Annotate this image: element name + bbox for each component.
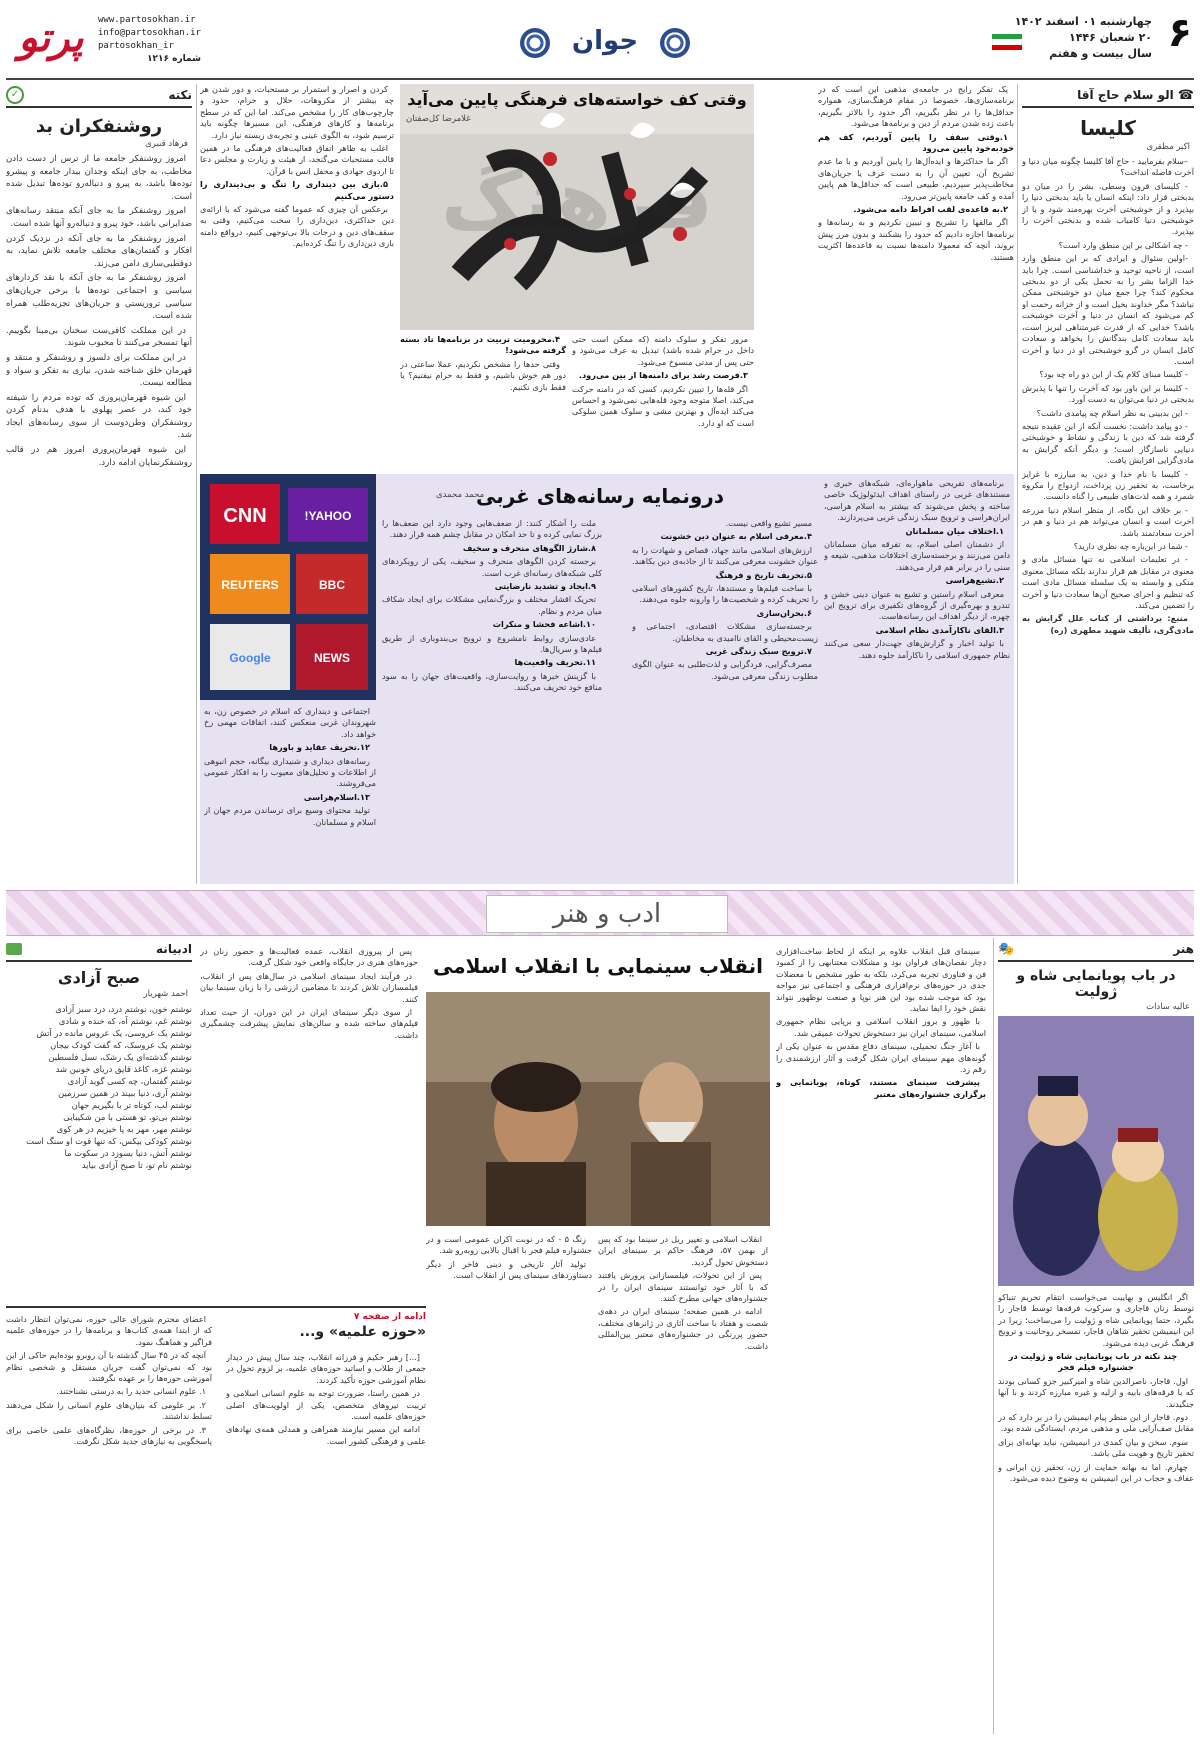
poem-line: نوشتم گفتمان، چه کسی گوید آزادی	[67, 1076, 192, 1086]
article-author: عالیه سادات	[1146, 1002, 1190, 1012]
contact-block	[98, 14, 201, 66]
paragraph: در فرآیند ایجاد سینمای اسلامی در سال‌های پس از انقلاب، فیلمسازان تلاش کردند تا مضامین ارزشی را با زبان سینما بیان کنند.	[200, 970, 418, 1004]
poem-line: نوشتم غم، نوشتم آه، که خنده و شادی	[58, 1016, 192, 1026]
svg-text:Google: Google	[229, 651, 271, 665]
article-body	[1022, 156, 1194, 916]
theater-masks-icon: 🎭	[998, 941, 1015, 957]
paragraph: یک تفکر رایج در جامعه‌ی مذهبی این است که در برنامه‌سازی‌ها، خصوصا در مقام فرهنگ‌سازی، همواره حداقل‌ها را در نظر بگیریم، اگر حدود را بالاتر بگیریم، باعث زده شدن مردم از دین و برنامه‌ها می‌شود.	[818, 84, 1014, 129]
paragraph: - کلیسا با نام خدا و دین، به مبارزه با غرایز برخاست، به تحقیر زن پرداخت، ازدواج را مکروه شمرد و همه لذت‌های طبیعی را گناه دانست.	[1022, 468, 1194, 502]
paragraph: با گزینش خبرها و روایت‌سازی، واقعیت‌های جهان را به سود منافع خود تحریف می‌کنند.	[382, 670, 602, 693]
subheading: ۱۰.اشاعه فحشا و منکرات	[492, 619, 596, 630]
subheading: ۵.بازی بین دینداری را تنگ و بی‌دینداری را دستور می‌کنیم	[200, 179, 394, 201]
subheading: پیشرفت سینمای مستند، کوتاه، پویانمایی و برگزاری جشنواره‌های معتبر	[776, 1077, 986, 1099]
paragraph: -اولین سئوال و ایرادی که بر این منطق وارد است، از ناحیه توحید و خداشناسی است. چرا باید خدا الزاما بشر را به تحمل یکی از دو بدبختی محکوم کند؟ چرا جمع میان دو خوشبختی ممکن نباشد؟ مگر خداوند بخیل است و از خزانه رحمت او کم می‌شود که انسان در دنیا و آخرت خوشبخت باشد؟ خدایی که از قدرت غیرمتناهی لبریز است، باید سعادت کامل بندگانش را بخواهد و سعادت کامل انسان در گرو خوشبختی او در دنیا و آخرت است.	[1022, 253, 1194, 366]
paragraph: امروز روشنفکر ما به جای آنکه منتقد رسانه‌های ضدایرانی باشد، خود پیرو و دنباله‌رو آنها شده است.	[6, 206, 192, 229]
mid-col-1	[824, 478, 1010, 878]
paragraph: مرور تفکر و سلوک دامنه (که ممکن است حتی داخل در حرام شده باشد) تبدیل به عرف می‌شود و حتی پس از مدتی منسوخ می‌شود.	[572, 334, 754, 367]
paragraph: آنچه که در ۴۵ سال گذشته با آن روبرو بوده‌ایم حاکی از این بود که نمی‌توان گفت جریان مستقل و شخصی نظام آموزشی حوزه‌ها را بر عهده نگرفتند.	[6, 1350, 212, 1384]
cinema-col-1	[776, 946, 986, 1732]
paragraph: - این بدبینی به نظر اسلام چه پیامدی داشت؟	[1036, 407, 1188, 418]
feature-title: انقلاب سینمایی با انقلاب اسلامی	[433, 954, 763, 978]
article-author: فرهاد قنبری	[145, 139, 188, 149]
svg-text:CNN: CNN	[223, 505, 267, 527]
poem-author: احمد شهریار	[143, 989, 188, 999]
subheading: ۳.القای ناکارآمدی نظام اسلامی	[875, 624, 1004, 635]
paragraph: این شیوه قهرمان‌پروری که توده مردم را شیفته خود کند، در عصر پهلوی با هدف بدنام کردن روشنفکران وطن‌دوست از سوی رسانه‌های ایجاد شد.	[6, 392, 192, 441]
subheading: ۴.محرومیت تربیت در برنامه‌ها تاد بسته گرفته می‌شود!	[400, 334, 566, 356]
poem-line: نوشتم نام تو، تا صبح آزادی بیاید	[81, 1160, 192, 1170]
news-screens-image	[200, 474, 376, 700]
paragraph: تولید محتوای وسیع برای ترساندن مردم جهان از اسلام و مسلمانان.	[204, 805, 376, 827]
feature-mid	[200, 474, 1014, 884]
tag-label: الو سلام حاج آقا	[1077, 88, 1174, 102]
paragraph: اول. قاجار، ناصرالدین شاه و امیرکبیر جزو کسانی بودند که با فرقه‌های بابیه و ازلیه و غیره مبارزه کردند و با آنها جنگیدند.	[998, 1375, 1194, 1409]
paragraph: تولید آثار تاریخی و دینی فاخر از دیگر دستاوردهای سینمای پس از انقلاب است.	[426, 1258, 592, 1281]
paragraph: - چه اشکالی بر این منطق وارد است؟	[1058, 239, 1188, 250]
paragraph: وقتی حدها را مشخص نکردیم، عملا ساعتی در دور هم خوش باشیم، و فقط به حرام نیفتیم؟ یا فقط بازی نکنیم.	[400, 358, 566, 392]
ornament-icon-right	[660, 28, 690, 58]
paragraph: با ظهور و بروز انقلاب اسلامی و برپایی نظام جمهوری اسلامی، سینمای ایران نیز دستخوش تحولات عمیقی شد.	[776, 1016, 986, 1038]
screens-svg	[200, 474, 376, 700]
subheading: ۲.به قاعده‌ی لقب افراط دامه می‌شود.	[853, 204, 1008, 215]
band-title-box	[486, 895, 728, 933]
poem-line: نوشتم آری، دنیا ببیند در همین سرزمین	[58, 1088, 192, 1098]
poem-line: نوشتم لب، کوتاه تر با بگیریم جهان	[71, 1100, 192, 1110]
paragraph: از سوی دیگر سینمای ایران در این دوران، از حیث تعداد فیلم‌های ساخته شده و سالن‌های نمایش پیشرفت چشمگیری داشت.	[200, 1007, 418, 1040]
paragraph: - کلیسا مبنای کلام یک از این دو راه چه بود؟	[1039, 369, 1188, 380]
paragraph: از دشمنان اصلی اسلام، به تفرقه میان مسلمانان دامن می‌زنند و برجسته‌سازی اختلافات مذهبی، شیعه و سنی را در برابر هم قرار می‌دهند.	[824, 539, 1010, 572]
paragraph: امروز روشنفکر جامعه ما از ترس از دست دادن مخاطب، به جای اینکه وجدان بیدار جامعه و پیشرو توده‌ها باشد، به پیرو و دنباله‌رو توده‌ها تبدیل شده است.	[6, 154, 192, 202]
source-line: منبع: برداشتی از کتاب علل گرایش به مادی‌گری، تألیف شهید مطهری (ره)	[1022, 613, 1194, 635]
cont-title: «حوزه علمیه» و...	[299, 1324, 426, 1340]
header-rule	[6, 78, 1194, 80]
col-honar	[998, 938, 1194, 1734]
subheading: ۴.معرفی اسلام به عنوان دین خشونت	[660, 531, 812, 542]
cont-col-mid	[226, 1352, 426, 1732]
paragraph: برعکس آن چیزی که عموما گفته می‌شود که با ارائه‌ی دین حداکثری، دین‌داری را سخت می‌کنیم، وقتی به سقف‌های دین و درجات بالا بی‌توجهی کنیم، درواقع دامنه بازی دین‌داری را تنگ کرده‌ایم.	[200, 204, 394, 249]
tag-bar	[6, 84, 192, 108]
divider	[993, 938, 994, 1734]
paragraph: امروز روشنفکر ما به جای آنکه با نقد کردارهای سیاسی و اجتماعی توده‌ها با برخی جریان‌های سیاسی تروریستی و جریان‌های تجزیه‌طلب همراه شده است.	[6, 273, 192, 322]
poem-line: نوشتم آتش، دنیا بسوزد در سکوت ما	[64, 1148, 192, 1158]
subheading: ۹.ایجاد و تشدید نارضایتی	[494, 581, 596, 592]
cinema-col-2	[598, 1234, 768, 1730]
paragraph: اگر ما حداکثرها و ایده‌آل‌ها را پایین آوردیم و با ما عدم تشریح آن، تعیین آن را به دست عرف یا جریان‌های مخاطب‌پذیر سپردیم، طبیعی است که حداقل‌ها هم پایین آمده و کف جامعه پایین‌تر می‌رود.	[818, 156, 1014, 201]
paragraph: در این مملکت کافی‌ست سخنان بی‌مبنا بگوییم. آنها تمسخر می‌کنند تا محبوب شوند.	[6, 325, 192, 349]
paragraph: مسیر تشیع واقعی نیست.	[725, 518, 812, 528]
paragraph: انقلاب اسلامی و تغییر ریل در سینما بود که پس از بهمن ۵۷، فرهنگ حاکم بر سینمای ایران دستخوش تحول گردید.	[598, 1234, 768, 1267]
paragraph: امروز روشنفکر ما به جای آنکه در نزدیک کردن افکار و گفتمان‌های مختلف جامعه تلاش نماید، به دوقطبی‌سازی دامن می‌زند.	[6, 233, 192, 269]
poem-body	[6, 1003, 192, 1171]
svg-text:REUTERS: REUTERS	[221, 578, 279, 592]
paragraph: اعضای محترم شورای عالی حوزه، نمی‌توان انتظار داشت که از ابتدا همه‌ی کتاب‌ها و برنامه‌ها را در حوزه‌های علمیه فراگیر و هماهنگ نمود.	[6, 1314, 212, 1347]
paragraph: برجسته‌سازی مشکلات اقتصادی، اجتماعی و زیست‌محیطی و القای ناامیدی به مخاطبان.	[632, 621, 818, 643]
book-icon	[6, 943, 22, 955]
date-line-3: سال بیست و هفتم	[1049, 47, 1152, 60]
paragraph: ۱. علوم انسانی جدید را به درستی نشناختند.	[56, 1386, 206, 1397]
subheading: ۱.اختلاف میان مسلمانان	[905, 525, 1004, 536]
paragraph: [...] رهبر حکیم و فرزانه انقلاب، چند سال پیش در دیدار جمعی از طلاب و اساتید حوزه‌های علمیه، بر لزوم تحول در نظام آموزشی حوزه تأکید کردند.	[226, 1352, 426, 1385]
tag-bar	[998, 938, 1194, 962]
tag-bar	[1022, 84, 1194, 108]
poem-line: نوشتم خون، نوشتم درد، درد سبز آزادی	[55, 1004, 192, 1014]
subheading: ۵.تحریف تاریخ و فرهنگ	[715, 569, 812, 580]
paragraph: تحریک اقشار مختلف و بزرگ‌نمایی مشکلات برای ایجاد شکاف میان مردم و نظام.	[382, 594, 602, 616]
poem-line: نوشتم کودکی بیکس، که تنها قوت او سنگ است	[26, 1136, 192, 1146]
subheading: ۷.ترویج سبک زندگی غربی	[705, 646, 812, 657]
subheading: چند نکته در باب پویانمایی شاه و ژولیت در جشنواره فیلم فجر	[1008, 1351, 1178, 1373]
paragraph: اجتماعی و دینداری که اسلام در خصوص زن، به شهروندان غربی منعکس کنند، اتفاقات مهمی رخ خواهد داد.	[204, 706, 376, 739]
svg-text:NEWS: NEWS	[314, 651, 350, 665]
poem-line: نوشتم گذشته‌ای یک رشک، نسل فلسطین	[48, 1052, 192, 1062]
paragraph: پس از این تحولات، فیلمسازانی پرورش یافتند که با آثار خود توانستند سینمای ایران را در جشنواره‌های جهانی مطرح کنند.	[598, 1270, 768, 1304]
feature-title: درونمایه رسانه‌های غربی	[475, 484, 725, 508]
article-author: اکبر مظفری	[1146, 142, 1190, 152]
svg-text:YAHOO!: YAHOO!	[304, 509, 352, 523]
subheading: ۶.بحران‌سازی	[756, 607, 812, 618]
feature-top	[200, 84, 1014, 470]
paragraph: - شما در این‌باره چه نظری دارید؟	[1073, 541, 1188, 551]
paragraph: عادی‌سازی روابط نامشروع و ترویج بی‌بندوباری از طریق فیلم‌ها و سریال‌ها.	[382, 632, 602, 655]
paragraph: سینمای قبل انقلاب علاوه بر اینکه از لحاظ ساخت‌افزاری دچار نقصان‌های فراوان بود و مشکلات معتنابهی را از کمبود فن و فناوری تجربه می‌کرد، بلکه به طور مشخص با معضلات جدی در حوزه‌های نرم‌افزاری فرهنگی و اجتماعی نیز مواجه بود که موجب شده بود این هنر نوپا و صنعت نوظهور نتواند نقش خود را ایفا نماید.	[776, 946, 986, 1014]
paragraph: در این مملکت برای دلسوز و روشنفکر و منتقد و قهرمان خلق شناخته شدن، نیازی به تفکر و سواد و مطالعه نیست.	[6, 352, 192, 389]
paragraph: با ساخت فیلم‌ها و مستندها، تاریخ کشورهای اسلامی را تحریف کرده و شخصیت‌ها را وارونه جلوه می‌دهند.	[632, 583, 818, 605]
divider	[196, 84, 197, 884]
paragraph: معرفی اسلام راستین و تشیع به عنوان دینی خشن و تندرو و بهره‌گیری از گروه‌های تکفیری برای ترویج این چهره، از دیگر اهداف این رسانه‌هاست.	[824, 588, 1010, 622]
paragraph: دوم. قاجار از این منظر پیام انیمیشن را در بر دارد که در مقابل صف‌آرایی ملی و مذهبی مردم، ایستادگی شده بود.	[998, 1412, 1194, 1434]
paragraph: رسانه‌های دیداری و شنیداری بیگانه، حجم انبوهی از اطلاعات و تحلیل‌های معیوب را به افکار عمومی می‌فروشند.	[204, 755, 376, 789]
feature-author: غلامرضا کل‌صفتان	[406, 114, 471, 124]
date-line-1: چهارشنبه ۰۱ اسفند ۱۴۰۲	[1014, 15, 1152, 28]
page-header	[0, 0, 1200, 88]
paragraph: اغلب به ظاهر اتفاق فعالیت‌های فرهنگی ما در همین قالب مستحبات می‌گنجد، از هیئت و زیارت و مجلس دعا تا اردوی جهادی و محفل انس با قرآن.	[200, 143, 394, 176]
section-title-bar	[520, 22, 690, 66]
article-body	[6, 153, 192, 873]
tag-label: ادبیانه	[156, 942, 192, 956]
date-block	[1015, 14, 1152, 62]
paragraph: ارزش‌های اسلامی مانند جهاد، قصاص و شهادت را به عنوان خشونت معرفی می‌کنند تا از جاذبه‌ی دین بکاهند.	[632, 544, 818, 567]
paragraph: در همین راستا، ضرورت توجه به علوم انسانی اسلامی و تربیت نیروهای متخصص، یکی از اولویت‌های اصلی حوزه‌های علمیه است.	[226, 1388, 426, 1422]
mid-col-3	[382, 518, 602, 878]
paragraph: ادامه در همین صفحه؛ سینمای ایران در دهه‌ی شصت و هفتاد با ساخت آثاری در ژانرهای مختلف، حضور پررنگی در جشنواره‌های معتبر بین‌المللی داشت.	[598, 1306, 768, 1351]
paragraph: اگر مالقها را تشریح و تبیین نکردیم و به رسانه‌ها و برنامه‌ها اجازه دادیم که حدود را بشکنند و بدون مرز پیش بروند، آنچه که معمولا دامنه‌ها نسبت به قاعده‌ها اکثریت هستند.	[818, 217, 1014, 262]
col-left-nokte	[6, 84, 192, 884]
feature-col-1	[818, 84, 1014, 468]
paragraph: - کلیسای قرون وسطی، بشر را در میان دو بدبختی قرار داد: اینکه انسان یا باید بدبختی دنیا را بپذیرد و از خوشبختی آخرت بهره‌مند شود و یا از خوشبختی دنیا کامیاب شده و بدبختی آخرت را بپذیرد.	[1022, 180, 1194, 237]
feature-col-2	[572, 334, 754, 468]
paragraph: با تولید اخبار و گزارش‌های جهت‌دار سعی می‌کنند نظام جمهوری اسلامی را ناکارآمد جلوه دهند.	[824, 638, 1010, 660]
ornament-icon-left	[520, 28, 550, 58]
tag-label: هنر	[1173, 942, 1194, 956]
band-title: ادب و هنر	[552, 899, 662, 929]
site-link[interactable]: www.partosokhan.ir	[98, 15, 196, 25]
paragraph: کردن و اصرار و استمرار بر مستحبات، و دور شدن هر چه بیشتر از مکروهات، حلال و حرام، حدود و چارچوب‌های کار را مشخص می‌کند. اما این که در سطح برنامه‌ها و کارهای فرهنگی، این مسیرها چگونه باید ترسیم شود، به الگوی عینی و تجربه‌ی زیسته نیاز دارد.	[200, 84, 394, 140]
check-icon: ✓	[6, 86, 24, 104]
paragraph: برنامه‌های تفریحی ماهواره‌ای، شبکه‌های خبری و مستندهای غربی در راستای اهداف ایدئولوژیک خاصی ساخته و پخش می‌شوند که بیشتر به اسلام هراسی، ایران‌هراسی و ترویج سبک زندگی غربی می‌پردازند.	[824, 478, 1010, 523]
poem-line: نوشتم مهر، مهر به پا خیزیم در هر کوی	[56, 1124, 192, 1134]
article-title: در باب پویانمایی شاه و ژولیت	[1016, 968, 1176, 1000]
social-handle[interactable]: partosokhan_ir	[98, 41, 174, 51]
feature-author: محمد محمدی	[436, 490, 485, 500]
paragraph: پس از پیروزی انقلاب، عمده فعالیت‌ها و حضور زنان در حوزه‌های هنری در جایگاه واقعی خود شکل گرفت.	[200, 946, 418, 968]
paragraph: - دو پیامد داشت: نخست آنکه از این عقیده نتیجه گرفته شد که دین با زندگی و نشاط و خوشبختی دنیایی ناسازگار است؛ و دیگر آنکه گرایش به مادی‌گرایی افزایش یافت.	[1022, 420, 1194, 466]
cont-col-left	[6, 1314, 212, 1732]
paragraph: این شیوه قهرمان‌پروری امروز هم در قالب روشنفکرنمایان ادامه دارد.	[6, 445, 192, 468]
subheading: ۳.فرصت رشد برای دامنه‌ها از بین می‌رود.	[578, 370, 748, 381]
section-title: جوان	[571, 26, 639, 56]
subheading: ۱۳.اسلام‌هراسی	[303, 791, 370, 802]
tag-label: نکته	[168, 88, 192, 102]
movie-still-image	[426, 992, 770, 1226]
divider	[1017, 84, 1018, 884]
poem-title: صبح آزادی	[57, 968, 141, 987]
flag-icon	[992, 34, 1022, 50]
artwork-word: فرهنگ	[440, 154, 714, 247]
paragraph: با آغاز جنگ تحمیلی، سینمای دفاع مقدس به عنوان یکی از گونه‌های مهم سینمای ایران شکل گرفت و آثار ارزشمندی را رقم زد.	[776, 1041, 986, 1075]
paragraph: - بر خلاف این نگاه، از منظر اسلام دنیا مزرعه آخرت است و انسان می‌تواند هم در دنیا و هم در آخرت سعادتمند باشد.	[1022, 504, 1194, 538]
cartoon-image	[998, 1016, 1194, 1286]
tag-bar	[6, 938, 192, 962]
paragraph: ۳. در برخی از حوزه‌ها، نظرگاه‌های علمی خاصی برای پاسخگویی به نیازهای جدید شکل نگرفت.	[6, 1424, 212, 1447]
feature-title: وقتی کف خواسته‌های فرهنگی پایین می‌آید	[407, 90, 747, 109]
paragraph: سوم. سخن و بیان کمدی در انیمیشن، نباید بهانه‌ای برای تحقیر تاریخ و هویت ملی باشد.	[998, 1436, 1194, 1459]
paragraph: - کلیسا بر این باور بود که آخرت را تنها با پذیرش بدبختی در دنیا می‌توان به دست آورد.	[1022, 382, 1194, 405]
col-adabiyat	[6, 938, 192, 1302]
paragraph: چهارم. اما به بهانه حمایت از زن، تحقیر زن ایرانی و عفاف و حجاب در این انیمیشن به وضوح دیده می‌شود.	[998, 1461, 1194, 1484]
mid-col-2	[632, 518, 818, 878]
cartoon-svg	[998, 1016, 1194, 1286]
section-band	[6, 890, 1194, 936]
date-line-2: ۲۰ شعبان ۱۴۴۶	[1069, 31, 1152, 44]
poem-line: نوشتم یک عروسی، یک عروس مانده در آتش	[36, 1028, 192, 1038]
email-link[interactable]: info@partosokhan.ir	[98, 28, 201, 38]
phone-icon: ☎	[1177, 87, 1194, 103]
cont-header	[226, 1312, 426, 1340]
newspaper-logo: پرتو	[18, 15, 84, 61]
paragraph: اگر انگلیس و بهاییت می‌خواست انتقام تحریم تنباکو توسط زنان قاجاری و سرکوب فرقه‌ها توسط قاجار را بگیرد، حتما پویانمایی شاه و ژولیت را می‌ساخت؛ زیرا در این انیمیشن تحقیر شاهان قاجار، تمسخر روحانیت و ترویج فرهنگ غربی دیده می‌شود.	[998, 1292, 1194, 1348]
cinema-col-3	[426, 1234, 592, 1730]
col-right-kelisa	[1022, 84, 1194, 914]
issue-number: شماره ۱۲۱۶	[147, 54, 201, 64]
feature-col-4	[200, 84, 394, 468]
paragraph: برجسته کردن الگوهای منحرف و سخیف، یکی از رویکردهای کلی شبکه‌های رسانه‌ای غرب است.	[382, 556, 602, 578]
poem-line: نوشتم بی‌تو، تو هستی با من شکیبایی	[63, 1112, 192, 1122]
paragraph: اگر قله‌ها را تبیین نکردیم، کسی که در دامنه حرکت می‌کند، اصلا متوجه وجود قله‌هایی نمی‌شود و احساس می‌کند ایده‌آل و بهترین مشی و سلوک همین سلوکی است که او دارد.	[572, 383, 754, 428]
paragraph: - در تعلیمات اسلامی نه تنها مسائل مادی و معنوی در مقابل هم قرار ندارند بلکه مسائل معنوی متکی و وابسته به یک سلسله مسائل مادی است که تنظیم و اجرای صحیح آن‌ها سعادت دنیا و آخرت را تضمین می‌کند.	[1022, 554, 1194, 611]
paragraph: ادامه این مسیر نیازمند همراهی و همدلی همه‌ی نهادهای علمی و فرهنگی کشور است.	[226, 1424, 426, 1446]
cinema-col-4	[200, 946, 418, 1336]
svg-text:BBC: BBC	[319, 578, 345, 592]
movie-still-svg	[426, 992, 770, 1226]
paragraph: ملت را آشکار کنند: از ضعف‌هایی وجود دارد این ضعف‌ها را بزرگ نمایی کرده و تا حد امکان در مقابل چشم همه قرار دهند.	[382, 518, 602, 540]
page-number: ۶	[1167, 10, 1192, 56]
subheading: ۱.وقتی سقف را پایین آوردیم، کف هم خود‌به‌خود پایین می‌رود	[818, 131, 1014, 154]
poem-line: نوشتم یک عروسک، که گفت کودک بیجان	[50, 1040, 192, 1050]
poem-line: نوشتم غزه، کاغذ قایق دریای خونین شد	[55, 1064, 192, 1074]
subheading: ۸.شارژ الگوهای منحرف و سخیف	[462, 542, 596, 553]
cont-label: ادامه از صفحه ۷	[353, 1312, 426, 1322]
article-title: روشنفکران بد	[35, 116, 163, 137]
subheading: ۲.تشیع‌هراسی	[945, 575, 1004, 586]
article-body	[998, 1292, 1194, 1762]
article-title: کلیسا	[1080, 116, 1136, 140]
paragraph: ۲. بر علومی که بنیان‌های علوم انسانی را شکل می‌دهند تسلط نداشتند.	[6, 1399, 212, 1422]
mid-col-4	[204, 706, 376, 878]
bottom-continuation	[6, 1306, 426, 1736]
paragraph: –سلام بفرمایید - حاج آقا کلیسا چگونه میان دنیا و آخرت فاصله انداخت؟	[1022, 156, 1194, 178]
paragraph: مصرف‌گرایی، فردگرایی و لذت‌طلبی به عنوان الگوی مطلوب زندگی معرفی می‌شود.	[632, 659, 818, 681]
subheading: ۱۱.تحریف واقعیت‌ها	[514, 657, 596, 668]
subheading: ۱۲.تحریف عقاید و باورها	[269, 742, 370, 753]
paragraph: زنگ ۵ - که در نوبت اکران عمومی است و در جشنواره فیلم فجر با اقبال بالایی روبه‌رو شد.	[426, 1234, 592, 1256]
feature-col-3	[400, 334, 566, 468]
